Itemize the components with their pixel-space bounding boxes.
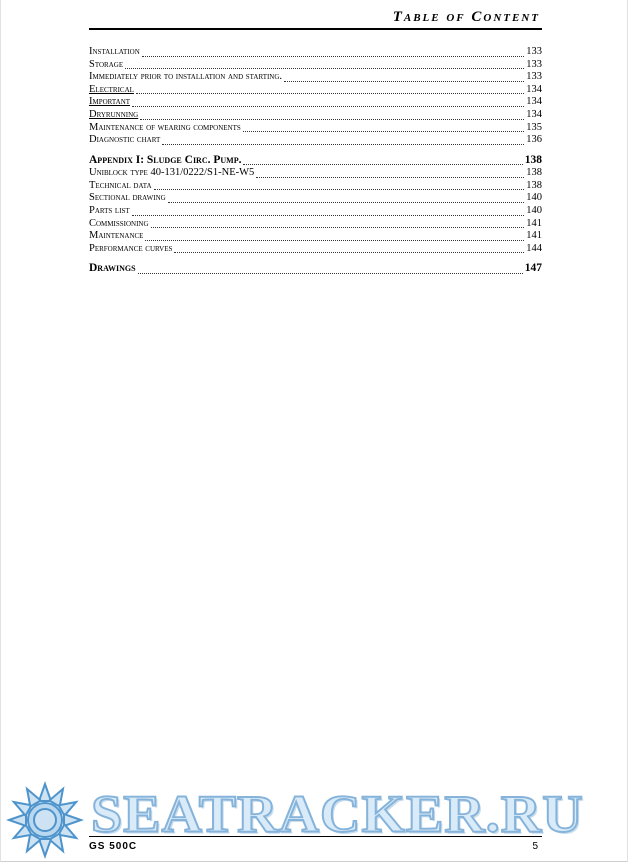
toc-entry-page: 138 [524, 153, 542, 166]
toc-entry [89, 230, 542, 243]
toc-entry-label: Maintenance of wearing components [89, 121, 241, 133]
footer [89, 841, 542, 852]
toc-entry-page: 134 [526, 108, 542, 120]
toc-leader [284, 81, 524, 82]
toc-entry-page: 134 [526, 83, 542, 95]
toc-leader [162, 144, 524, 145]
toc-leader [151, 227, 525, 228]
toc-entry-label: Diagnostic chart [89, 134, 161, 146]
sun-logo-icon [3, 780, 91, 860]
toc-entry [89, 180, 542, 193]
toc-entry [89, 262, 542, 276]
toc-entry-page: 141 [526, 230, 542, 242]
toc-entry-page: 144 [526, 242, 542, 254]
toc-entry-page: 135 [526, 121, 542, 133]
toc-entry-label: Electrical [89, 83, 134, 95]
toc-entry [89, 167, 542, 180]
toc-leader [136, 93, 524, 94]
toc-entry-page: 133 [526, 46, 542, 57]
toc-entry-page: 134 [526, 96, 542, 108]
watermark-text: SEATRACKER.RU [91, 784, 584, 844]
toc-entry [89, 205, 542, 218]
toc-entry [89, 96, 542, 109]
footer-page-number: 5 [532, 841, 538, 852]
toc-entry-label: Installation [89, 46, 140, 57]
toc-entry [89, 46, 542, 59]
toc-entry [89, 243, 542, 256]
toc-entry-page: 147 [524, 262, 542, 275]
toc-leader [243, 131, 524, 132]
toc-entry-label: Commissioning [89, 217, 149, 229]
toc-leader [154, 189, 525, 190]
toc-entry-page: 141 [526, 217, 542, 229]
toc-entry-label: Immediately prior to installation and starting. [89, 71, 283, 83]
toc-entry-page: 140 [526, 192, 542, 204]
toc-leader [168, 202, 525, 203]
toc-entry [89, 71, 542, 84]
toc-leader [174, 252, 524, 253]
toc-leader [125, 68, 524, 69]
toc-leader [243, 164, 522, 165]
toc-entry [89, 59, 542, 72]
toc-entry-label: Parts list [89, 205, 130, 217]
toc-entry-page: 138 [526, 167, 542, 179]
toc-leader [145, 240, 524, 241]
toc-leader [132, 106, 524, 107]
toc-entry-page: 133 [526, 71, 542, 83]
page-title: Table of Content [392, 9, 540, 25]
footer-divider [89, 836, 542, 837]
toc-entry-label: Storage [89, 58, 124, 70]
toc-entry [89, 192, 542, 205]
toc-entry-label: Sectional drawing [89, 192, 166, 204]
footer-doc-code: GS 500C [89, 841, 138, 852]
toc-entry-page: 136 [526, 134, 542, 146]
toc-entry-page: 133 [526, 58, 542, 70]
toc-entry [89, 218, 542, 231]
toc-entry [89, 122, 542, 135]
toc-leader [138, 273, 523, 274]
toc-entry-label: Performance curves [89, 242, 173, 254]
toc-entry-label: Uniblock type 40-131/0222/S1-NE-W5 [89, 167, 255, 179]
toc-leader [132, 215, 525, 216]
toc-entry-label: Technical data [89, 179, 152, 191]
toc-entry-label: Dryrunning [89, 108, 139, 120]
toc-entry-page: 140 [526, 205, 542, 217]
toc-entry [89, 154, 542, 168]
toc-entry-label: Important [89, 96, 131, 108]
toc-entry-label: Appendix I: Sludge Circ. Pump. [89, 153, 242, 166]
toc-entry-page: 138 [526, 179, 542, 191]
toc-leader [142, 56, 524, 57]
toc-entry-label: Maintenance [89, 230, 144, 242]
toc-list [89, 46, 542, 276]
toc-leader [256, 177, 524, 178]
toc-entry [89, 134, 542, 147]
toc-entry [89, 109, 542, 122]
toc-entry-label: Drawings [89, 262, 136, 275]
toc-leader [140, 119, 524, 120]
toc-entry [89, 84, 542, 97]
header-divider [89, 28, 542, 30]
